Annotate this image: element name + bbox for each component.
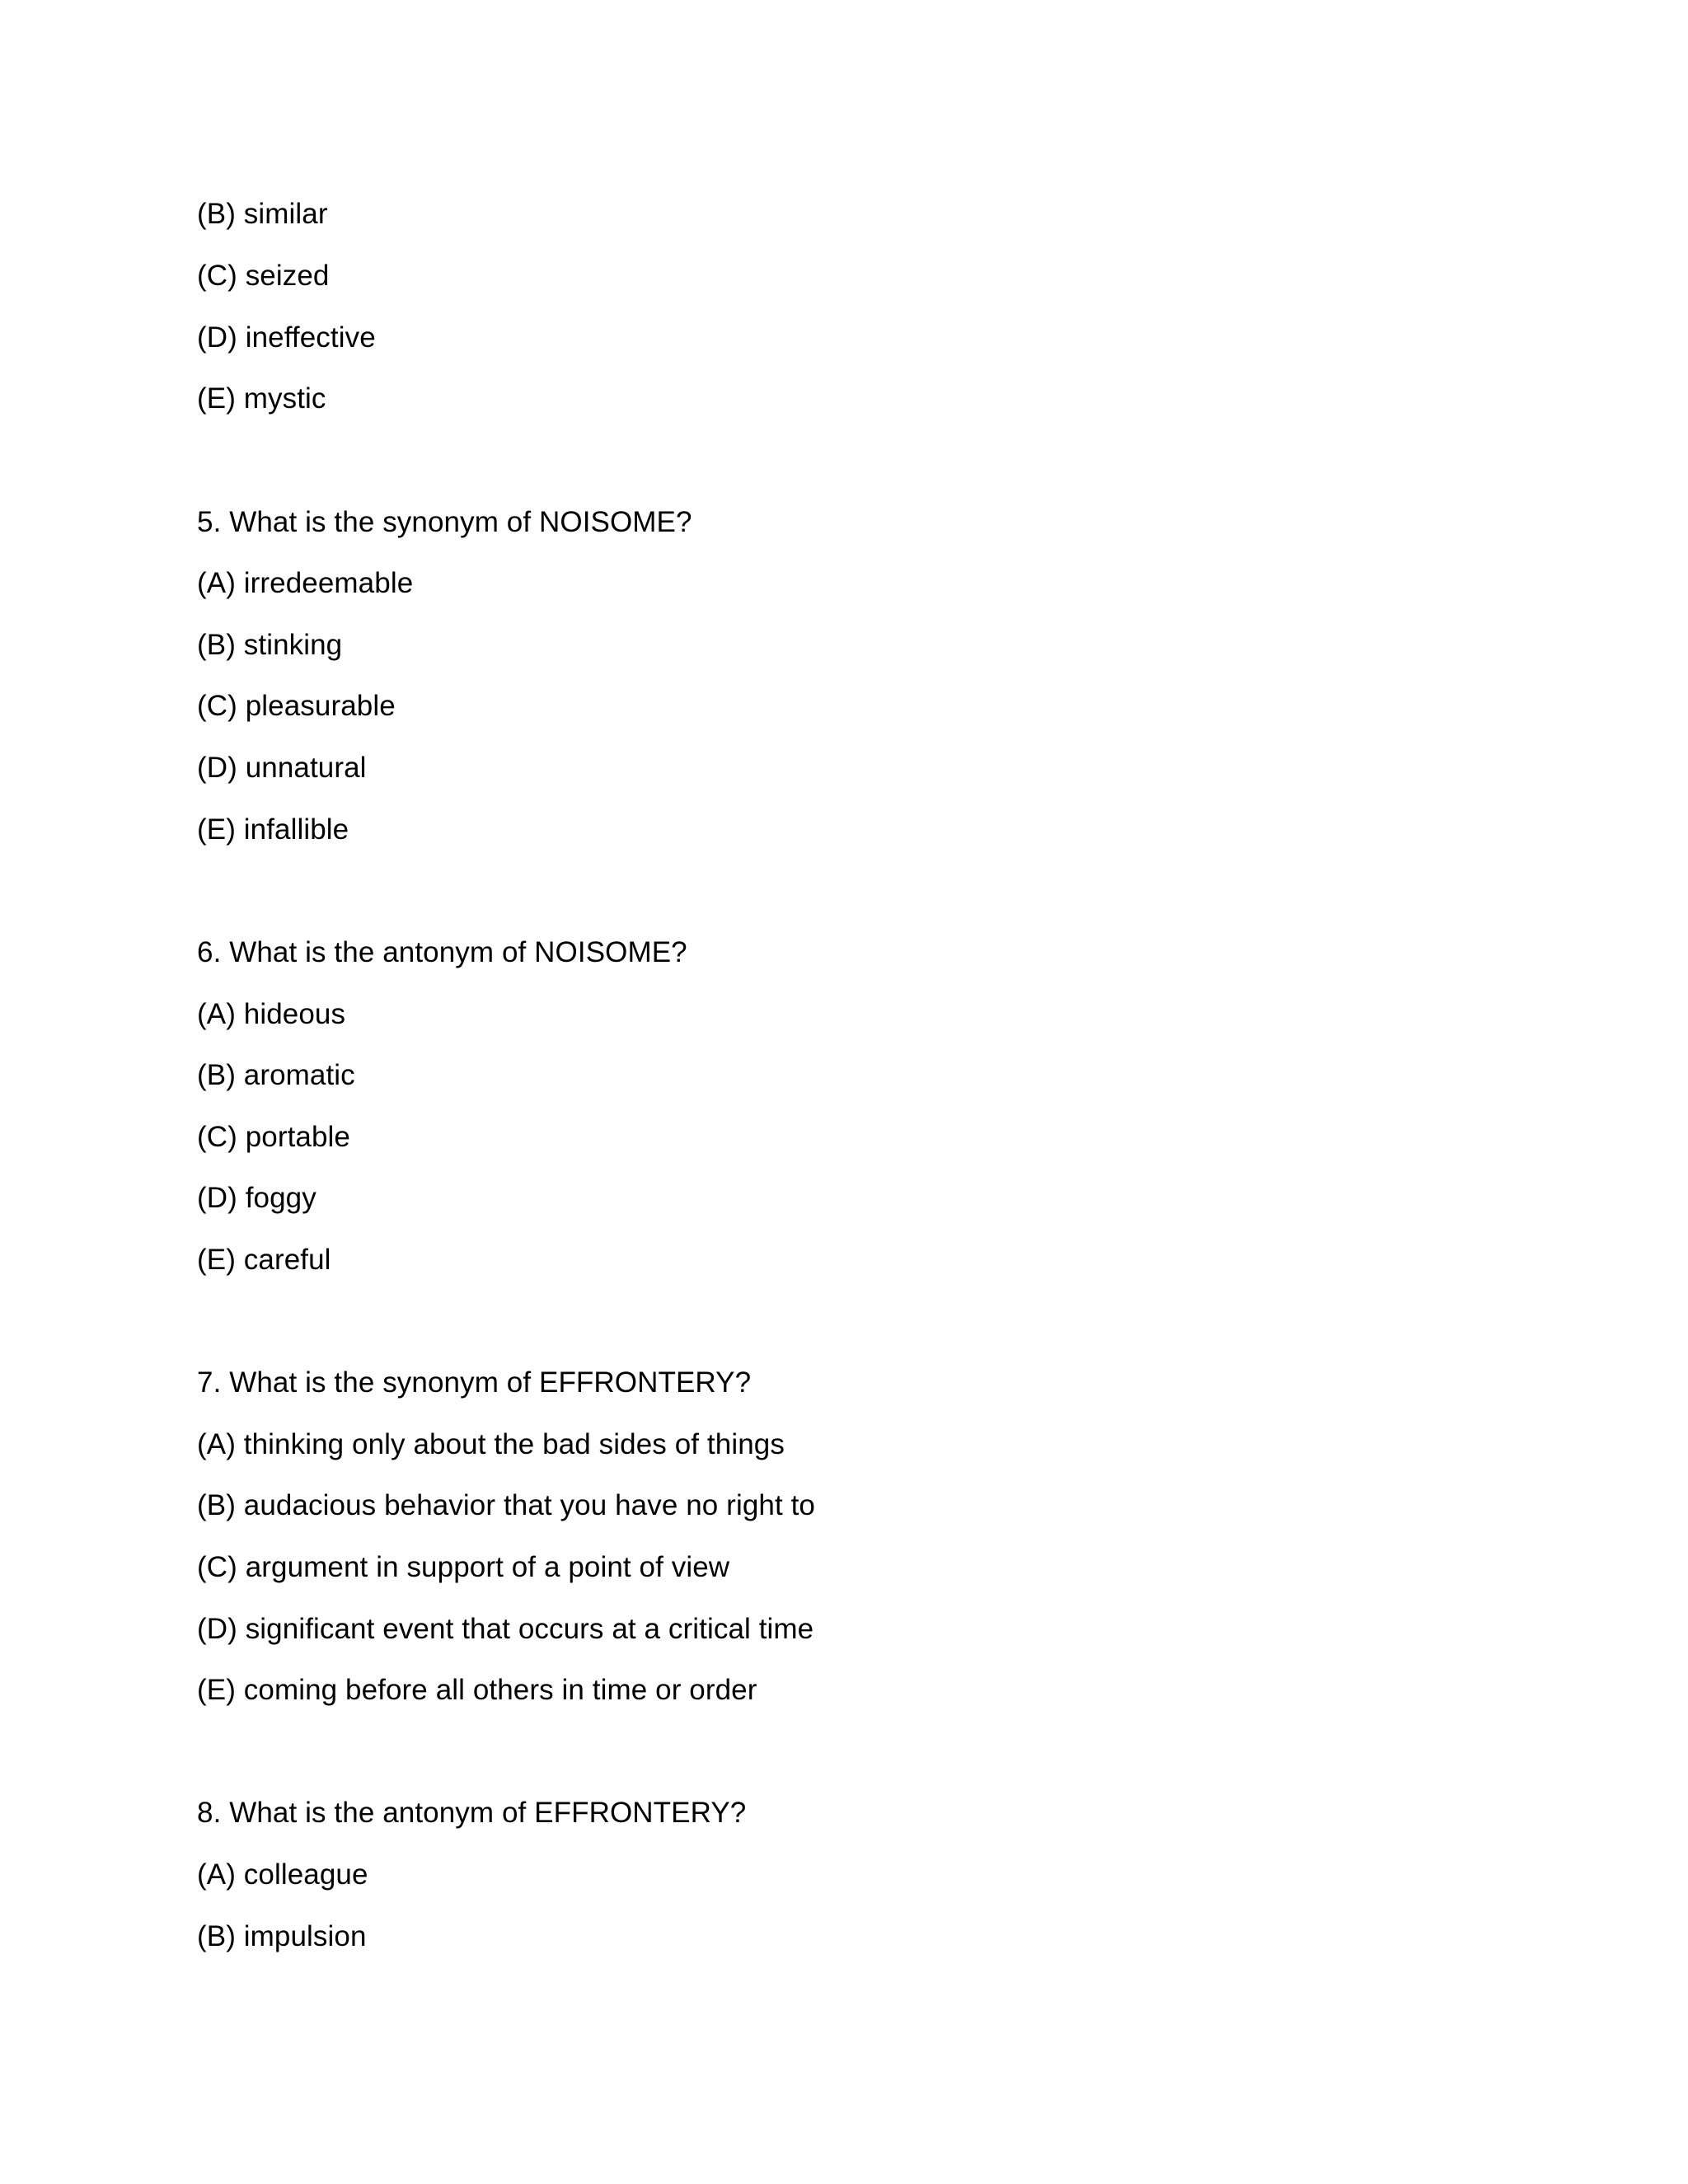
- option-text: (C) argument in support of a point of view: [197, 1551, 730, 1583]
- question-text: 7. What is the synonym of EFFRONTERY?: [197, 1366, 752, 1399]
- question-text: 5. What is the synonym of NOISOME?: [197, 506, 692, 538]
- option-text: (D) unnatural: [197, 752, 367, 784]
- option-text: (B) impulsion: [197, 1920, 367, 1952]
- option-text: (A) colleague: [197, 1858, 368, 1891]
- option-text: (C) portable: [197, 1121, 350, 1153]
- option-text: (A) irredeemable: [197, 567, 414, 599]
- option-text: (B) audacious behavior that you have no right to: [197, 1489, 815, 1521]
- option-text: (E) infallible: [197, 813, 349, 846]
- option-text: (B) stinking: [197, 629, 343, 661]
- option-text: (B) aromatic: [197, 1059, 355, 1091]
- option-text: (D) foggy: [197, 1182, 316, 1214]
- option-text: (E) careful: [197, 1244, 331, 1276]
- option-text: (A) hideous: [197, 998, 346, 1030]
- option-text: (C) pleasurable: [197, 690, 396, 722]
- option-text: (B) similar: [197, 198, 328, 230]
- question-text: 8. What is the antonym of EFFRONTERY?: [197, 1797, 747, 1829]
- question-text: 6. What is the antonym of NOISOME?: [197, 936, 687, 968]
- option-text: (D) ineffective: [197, 321, 376, 354]
- option-text: (D) significant event that occurs at a critical time: [197, 1613, 814, 1645]
- option-text: (E) mystic: [197, 382, 326, 415]
- option-text: (A) thinking only about the bad sides of things: [197, 1428, 785, 1460]
- option-text: (C) seized: [197, 260, 330, 292]
- option-text: (E) coming before all others in time or order: [197, 1674, 757, 1706]
